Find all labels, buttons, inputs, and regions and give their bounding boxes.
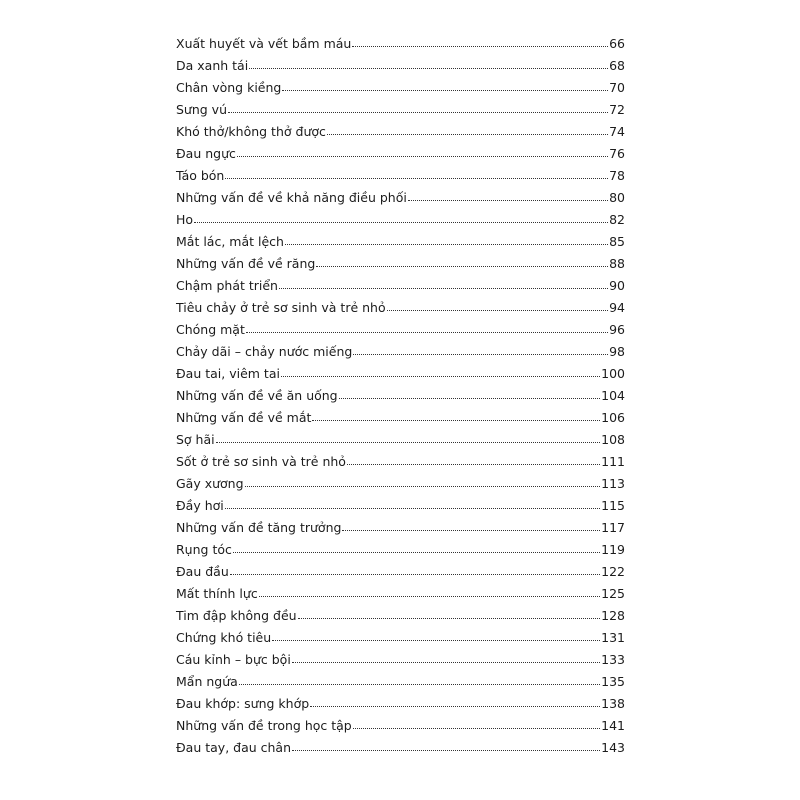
dot-leader [239,684,600,685]
toc-entry [176,121,625,143]
toc-entry [176,253,625,275]
dot-leader [228,112,608,113]
dot-leader [352,46,608,47]
toc-entry-page-number: 138 [601,696,625,711]
dot-leader [285,244,608,245]
toc-entry [176,605,625,627]
toc-entry [176,451,625,473]
toc-entry-page-number: 104 [601,388,625,403]
dot-leader [353,728,600,729]
dot-leader [194,222,608,223]
toc-entry [176,275,625,297]
toc-entry-title: Chân vòng kiềng [176,80,282,95]
toc-entry-page-number: 85 [609,234,625,249]
toc-entry [176,209,625,231]
toc-entry-title: Đau đầu [176,564,229,579]
toc-entry-title: Mẩn ngứa [176,674,238,689]
toc-entry-page-number: 70 [609,80,625,95]
toc-entry-title: Những vấn đề trong học tập [176,718,352,733]
toc-entry [176,231,625,253]
dot-leader [316,266,608,267]
toc-entry-title: Những vấn đề về răng [176,256,316,271]
dot-leader [282,90,608,91]
toc-entry [176,517,625,539]
dot-leader [272,640,600,641]
toc-entry-page-number: 88 [609,256,625,271]
dot-leader [292,750,600,751]
toc-entry-title: Đau khớp: sưng khớp [176,696,310,711]
toc-entry-title: Sợ hãi [176,432,215,447]
dot-leader [387,310,608,311]
toc-entry [176,561,625,583]
toc-entry-page-number: 94 [609,300,625,315]
toc-entry-title: Đau ngực [176,146,236,161]
toc-entry-page-number: 72 [609,102,625,117]
toc-entry [176,33,625,55]
dot-leader [281,376,600,377]
toc-entry-page-number: 141 [601,718,625,733]
toc-entry-page-number: 76 [609,146,625,161]
toc-entry [176,429,625,451]
toc-entry-title: Táo bón [176,168,225,183]
toc-entry [176,55,625,77]
toc-entry-title: Mất thính lực [176,586,258,601]
toc-entry [176,693,625,715]
dot-leader [353,354,608,355]
toc-entry-title: Chậm phát triển [176,278,278,293]
dot-leader [327,134,608,135]
toc-entry [176,363,625,385]
toc-entry-page-number: 100 [601,366,625,381]
toc-entry-title: Mắt lác, mắt lệch [176,234,284,249]
toc-entry-title: Da xanh tái [176,58,249,73]
toc-entry [176,539,625,561]
toc-entry-title: Chứng khó tiêu [176,630,272,645]
dot-leader [237,156,608,157]
toc-entry-title: Đau tai, viêm tai [176,366,280,381]
toc-entry-page-number: 119 [601,542,625,557]
dot-leader [249,68,608,69]
toc-entry-page-number: 98 [609,344,625,359]
toc-entry-page-number: 143 [601,740,625,755]
dot-leader [312,420,600,421]
toc-entry-title: Những vấn đề về khả năng điều phối [176,190,407,205]
toc-entry [176,671,625,693]
toc-entry [176,99,625,121]
toc-entry [176,583,625,605]
toc-entry-page-number: 106 [601,410,625,425]
toc-entry [176,77,625,99]
toc-entry [176,737,625,759]
toc-entry-title: Tiêu chảy ở trẻ sơ sinh và trẻ nhỏ [176,300,386,315]
toc-entry-title: Đau tay, đau chân [176,740,292,755]
dot-leader [292,662,600,663]
toc-entry-page-number: 66 [609,36,625,51]
toc-entry-page-number: 131 [601,630,625,645]
dot-leader [408,200,608,201]
toc-entry-title: Chảy dãi – chảy nước miếng [176,344,353,359]
toc-entry-page-number: 133 [601,652,625,667]
dot-leader [245,486,601,487]
dot-leader [310,706,600,707]
dot-leader [225,178,608,179]
toc-entry-page-number: 113 [601,476,625,491]
toc-entry-title: Những vấn đề về mắt [176,410,312,425]
dot-leader [246,332,608,333]
toc-entry-title: Sưng vú [176,102,228,117]
toc-entry [176,341,625,363]
toc-entry-title: Cáu kỉnh – bực bội [176,652,291,667]
toc-entry-title: Gãy xương [176,476,244,491]
toc-entry-page-number: 115 [601,498,625,513]
dot-leader [233,552,600,553]
toc-entry [176,407,625,429]
toc-entry [176,297,625,319]
toc-entry-page-number: 90 [609,278,625,293]
toc-entry-title: Đầy hơi [176,498,224,513]
toc-entry-page-number: 80 [609,190,625,205]
toc-entry-title: Xuất huyết và vết bầm máu [176,36,352,51]
toc-entry-title: Sốt ở trẻ sơ sinh và trẻ nhỏ [176,454,346,469]
dot-leader [339,398,601,399]
dot-leader [230,574,600,575]
toc-entry-page-number: 122 [601,564,625,579]
toc-entry-page-number: 111 [601,454,625,469]
toc-entry-title: Những vấn đề tăng trưởng [176,520,342,535]
toc-entry-page-number: 74 [609,124,625,139]
toc-entry-page-number: 108 [601,432,625,447]
toc-entry [176,627,625,649]
dot-leader [216,442,601,443]
table-of-contents [176,33,625,759]
toc-entry-title: Tim đập không đều [176,608,297,623]
toc-entry-title: Khó thở/không thở được [176,124,326,139]
toc-entry-title: Ho [176,212,194,227]
toc-entry [176,495,625,517]
dot-leader [279,288,608,289]
toc-entry-title: Rụng tóc [176,542,232,557]
toc-entry-page-number: 68 [609,58,625,73]
toc-entry-page-number: 117 [601,520,625,535]
toc-entry-title: Những vấn đề về ăn uống [176,388,338,403]
toc-entry-page-number: 78 [609,168,625,183]
toc-entry-page-number: 96 [609,322,625,337]
toc-entry [176,319,625,341]
toc-entry [176,649,625,671]
toc-entry-page-number: 128 [601,608,625,623]
dot-leader [225,508,600,509]
toc-entry-page-number: 82 [609,212,625,227]
toc-entry [176,385,625,407]
toc-entry [176,187,625,209]
toc-entry [176,165,625,187]
toc-entry-page-number: 125 [601,586,625,601]
dot-leader [298,618,601,619]
toc-entry [176,473,625,495]
toc-entry [176,715,625,737]
dot-leader [259,596,600,597]
toc-entry-page-number: 135 [601,674,625,689]
dot-leader [342,530,600,531]
dot-leader [347,464,600,465]
toc-entry-title: Chóng mặt [176,322,245,337]
toc-entry [176,143,625,165]
